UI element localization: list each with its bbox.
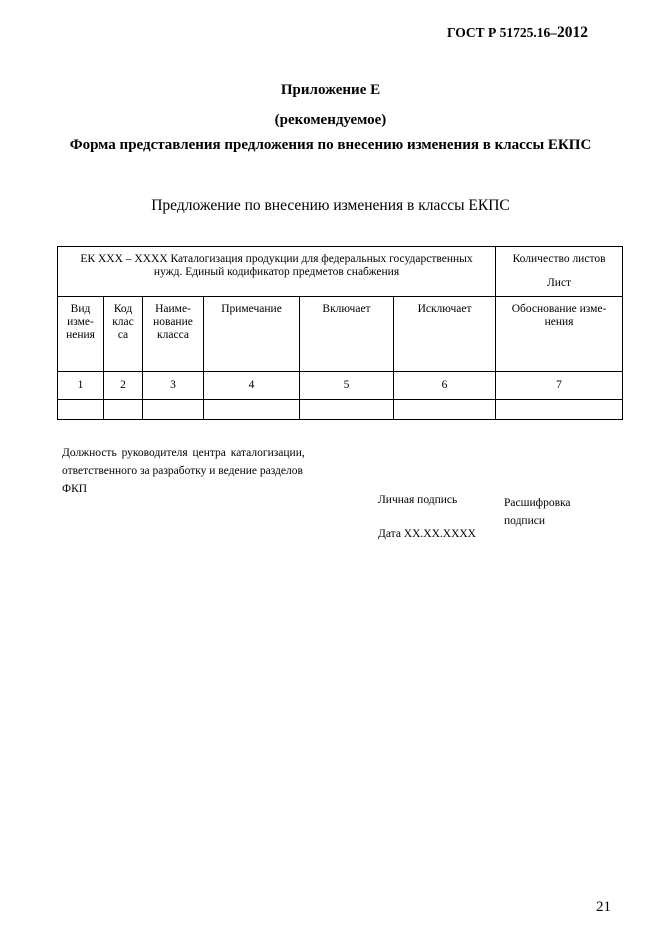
annex-status: (рекомендуемое) <box>274 112 387 128</box>
empty-cell <box>104 400 143 420</box>
column-header-row <box>58 297 623 372</box>
column-number: 1 <box>58 372 104 400</box>
column-header-excludes: Исключает <box>394 297 496 372</box>
column-number: 2 <box>104 372 143 400</box>
change-proposal-table <box>57 246 623 420</box>
empty-cell <box>496 400 623 420</box>
position-line-1: Должность руководителя центра каталогизации, <box>62 447 305 459</box>
sheets-cell <box>496 247 623 297</box>
catalog-header-line-2: нужд. Единый кодификатор предметов снабжения <box>153 266 400 278</box>
column-number: 5 <box>300 372 394 400</box>
sheets-count-label: Количество листов <box>512 253 606 265</box>
column-number-row <box>58 372 623 400</box>
table-header-row <box>58 247 623 297</box>
official-position <box>62 444 305 498</box>
catalog-header-cell <box>58 247 496 297</box>
empty-cell <box>204 400 300 420</box>
position-line-3: ФКП <box>62 483 88 495</box>
decode-line-2: подписи <box>504 515 545 527</box>
column-header-note: Примечание <box>204 297 300 372</box>
signature-decode-label <box>504 494 571 530</box>
empty-cell <box>300 400 394 420</box>
column-header-includes: Включает <box>300 297 394 372</box>
annex-title: Приложение Е <box>280 82 381 98</box>
annex-heading: Форма представления предложения по внесению изменения в классы ЕКПС <box>69 137 592 153</box>
column-header-class-code: Код клас са <box>104 297 143 372</box>
standard-code-year: 2012 <box>557 24 588 41</box>
empty-cell <box>394 400 496 420</box>
sheet-label: Лист <box>547 277 572 289</box>
column-header-justification: Обоснование изме- нения <box>496 297 623 372</box>
column-number: 3 <box>143 372 204 400</box>
standard-code-prefix: ГОСТ Р 51725.16– <box>446 25 557 40</box>
form-title: Предложение по внесению изменения в классы ЕКПС <box>151 197 510 214</box>
column-number: 6 <box>394 372 496 400</box>
column-header-class-name: Наиме- нование класса <box>143 297 204 372</box>
catalog-header-line-1: ЕК XXX – XXXX Каталогизация продукции для федеральных государственных <box>80 253 473 265</box>
empty-cell <box>143 400 204 420</box>
column-header-change-type: Вид изме- нения <box>58 297 104 372</box>
personal-signature-label: Личная подпись <box>378 494 458 506</box>
position-line-2: ответственного за разработку и ведение разделов <box>62 465 303 477</box>
column-number: 4 <box>204 372 300 400</box>
page-number: 21 <box>596 899 611 915</box>
date-label: Дата XX.XX.XXXX <box>378 528 476 540</box>
column-number: 7 <box>496 372 623 400</box>
standard-code <box>404 24 588 42</box>
empty-cell <box>58 400 104 420</box>
empty-data-row <box>58 400 623 420</box>
decode-line-1: Расшифровка <box>504 497 571 509</box>
